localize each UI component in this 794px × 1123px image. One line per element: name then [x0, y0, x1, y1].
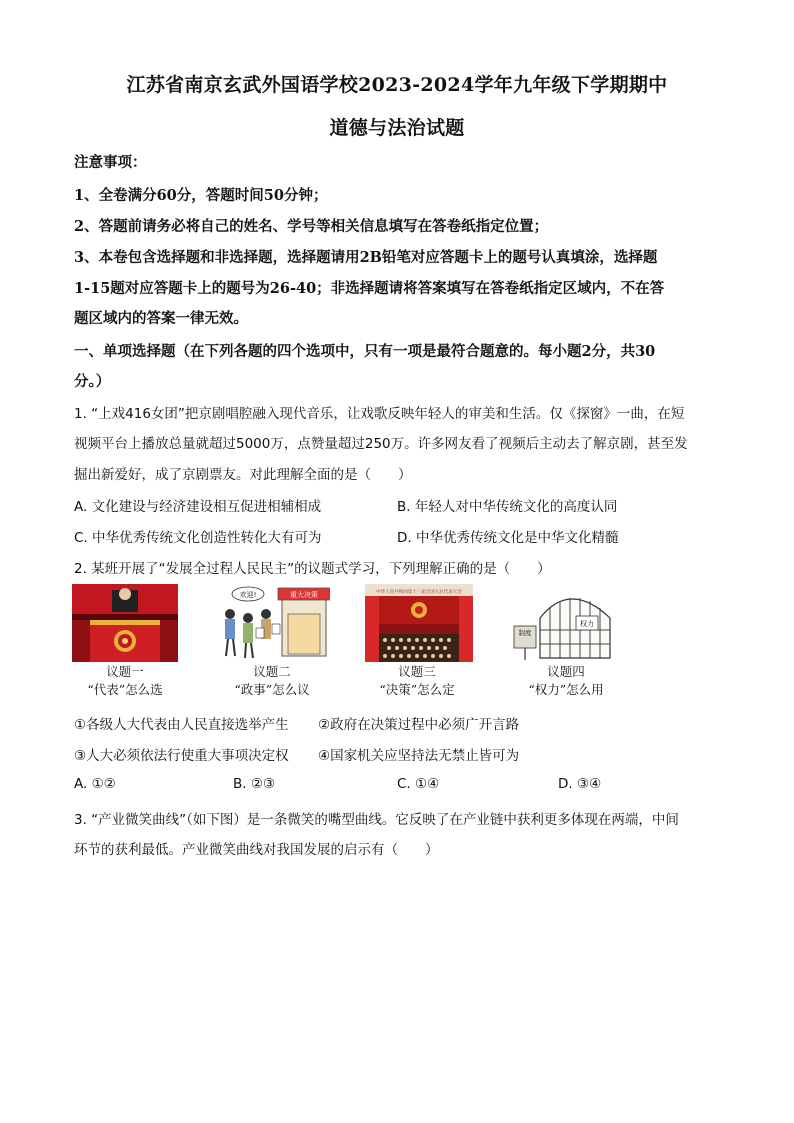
q2-statement-2: ②政府在决策过程中必须广开言路: [318, 717, 520, 733]
hall-banner-text: 中华人民共和国第十三届全国人民代表大会: [376, 590, 462, 595]
notice-item-3-line-1: 3、本卷包含选择题和非选择题，选择题请用2B铅笔对应答题卡上的题号认真填涂，选择题: [74, 249, 658, 266]
q2-option-d[interactable]: D. ③④: [558, 776, 602, 792]
system-sign-text: 制度: [518, 629, 532, 637]
power-cage-image: [510, 584, 622, 662]
discussion-cartoon-image: [218, 584, 330, 662]
q2-statement-1: ①各级人大代表由人民直接选举产生: [74, 717, 289, 733]
q2-topic-images: [72, 584, 632, 664]
section-heading-line-1: 一、单项选择题（在下列各题的四个选项中，只有一项是最符合题意的。每小题2分，共30: [74, 343, 656, 360]
q3-stem-line-2: 环节的获利最低。产业微笑曲线对我国发展的启示有（ ）: [74, 842, 439, 858]
topic-2-label: 议题二: [253, 664, 291, 679]
q2-option-b[interactable]: B. ②③: [233, 776, 276, 792]
exam-title: 江苏省南京玄武外国语学校2023-2024学年九年级下学期期中: [126, 74, 668, 96]
topic-4-label: 议题四: [547, 664, 585, 679]
exam-subtitle: 道德与法治试题: [329, 117, 465, 139]
q1-stem-line-2: 视频平台上播放总量就超过5000万，点赞量超过250万。许多网友看了视频后主动去了解京剧，甚至发: [74, 436, 688, 452]
q2-stem: 2. 某班开展了“发展全过程人民民主”的议题式学习，下列理解正确的是（ ）: [74, 561, 551, 577]
q1-stem-line-3: 掘出新爱好，成了京剧票友。对此理解全面的是（ ）: [74, 467, 412, 483]
q1-option-c[interactable]: C. 中华优秀传统文化创造性转化大有可为: [74, 530, 322, 546]
notice-item-2: 2、答题前请务必将自己的姓名、学号等相关信息填写在答卷纸指定位置；: [74, 218, 549, 235]
q1-stem-line-1: 1. “上戏416女团”把京剧唱腔融入现代音乐，让戏歌反映年轻人的审美和生活。仅《探窗》一曲，在短: [74, 406, 685, 422]
q2-option-a[interactable]: A. ①②: [74, 776, 116, 792]
power-sign-text: 权力: [580, 620, 594, 628]
topic-2-question: “政事”怎么议: [234, 682, 310, 697]
q1-option-a[interactable]: A. 文化建设与经济建设相互促进相辅相成: [74, 499, 322, 515]
q1-option-b[interactable]: B. 年轻人对中华传统文化的高度认同: [397, 499, 618, 515]
notice-item-1: 1、全卷满分60分，答题时间50分钟；: [74, 187, 328, 204]
q3-stem-line-1: 3. “产业微笑曲线”（如下图）是一条微笑的嘴型曲线。它反映了在产业链中获利更多体现在两端，中间: [74, 812, 679, 828]
section-heading-line-2: 分。）: [74, 373, 111, 390]
speech-bubble-text: 欢迎!: [239, 591, 257, 599]
topic-3-question: “决策”怎么定: [379, 682, 455, 697]
topic-4-question: “权力”怎么用: [528, 682, 604, 697]
q2-option-c[interactable]: C. ①④: [397, 776, 440, 792]
q2-statement-4: ④国家机关应坚持法无禁止皆可为: [318, 748, 520, 764]
q2-statement-3: ③人大必须依法行使重大事项决定权: [74, 748, 289, 764]
q1-option-d[interactable]: D. 中华优秀传统文化是中华文化精髓: [397, 530, 619, 546]
podium-image: [72, 584, 178, 662]
topic-3-label: 议题三: [398, 664, 436, 679]
notice-item-3-line-2: 1-15题对应答题卡上的题号为26-40；非选择题请将答案填写在答卷纸指定区域内，不在答: [74, 280, 665, 297]
topic-1-question: “代表”怎么选: [87, 682, 163, 697]
banner-text: 重大决策: [290, 591, 318, 599]
notice-heading: 注意事项：: [74, 154, 147, 171]
topic-1-label: 议题一: [106, 664, 144, 679]
notice-item-3-line-3: 题区域内的答案一律无效。: [74, 310, 248, 327]
congress-hall-image: [365, 584, 473, 662]
